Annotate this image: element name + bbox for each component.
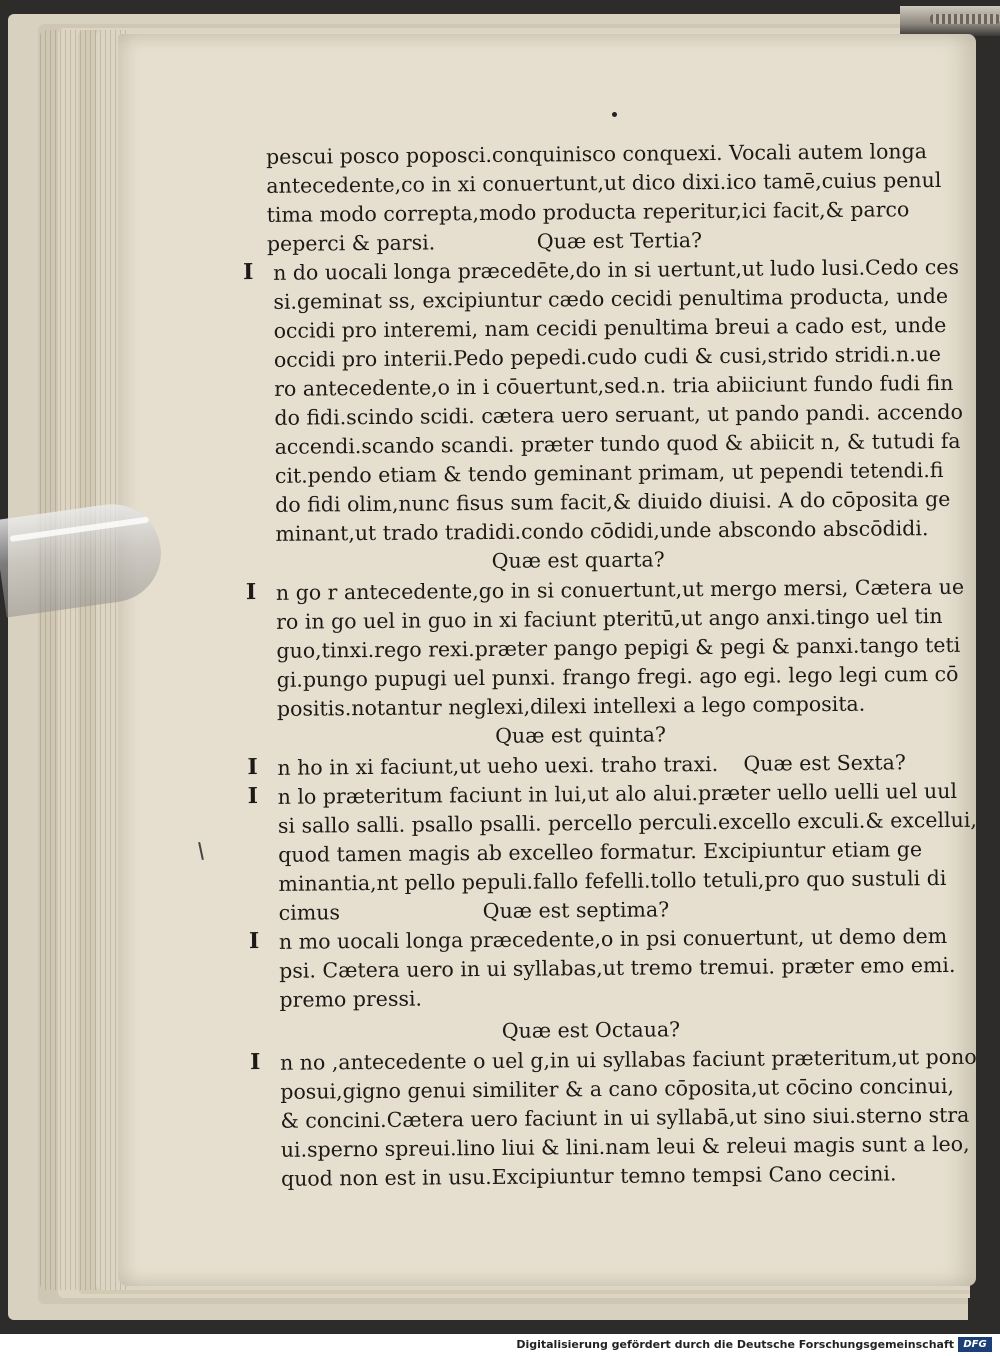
footer-bar: [0, 1334, 1000, 1356]
section-heading: Quæ est septima?: [482, 897, 670, 924]
initial-letter: I: [247, 782, 259, 810]
text-line: occidi pro interemi, nam cecidi penultima breui a cado est, unde: [273, 312, 947, 343]
initial-letter: I: [245, 579, 257, 606]
text-line: accendi.scando scandi. præter tundo quod & abiicit n, & tutudi fa: [274, 428, 961, 459]
initial-letter: I: [243, 259, 254, 286]
text-line: peperci & parsi.: [266, 230, 436, 256]
section-heading: Quæ est quinta?: [495, 722, 667, 748]
text-line: ro antecedente,o in i cōuertunt,sed.n. tria abiiciunt fundo fudi fin: [274, 370, 954, 401]
text-line: n no ,antecedente o uel g,in ui syllabas faciunt præteritum,ut pono: [279, 1044, 977, 1075]
section-heading: Quæ est Octaua?: [501, 1017, 681, 1043]
text-line: n ho in xi faciunt,ut ueho uexi. traho traxi.: [277, 751, 719, 780]
text-line: gi.pungo pupugi uel punxi. frango fregi. ago egi. lego legi cum cō: [276, 661, 959, 692]
text-line: cimus: [278, 900, 341, 925]
text-line: minantia,nt pello pepuli.fallo fefelli.tollo tetuli,pro quo sustuli di: [278, 865, 947, 896]
text-line: n go r antecedente,go in si conuertunt,ut mergo mersi, Cætera ue: [275, 574, 965, 605]
text-line: si sallo salli. psallo psalli. percello perculi.excello exculi.& excellui,: [277, 807, 977, 838]
text-line: pescui posco poposci.conquinisco conquexi. Vocali autem longa: [266, 139, 928, 169]
initial-letter: I: [248, 927, 260, 955]
section-heading: Quæ est quarta?: [491, 547, 665, 573]
text-line: antecedente,co in xi conuertunt,ut dico dixi.ico tamē,cuius penul: [266, 168, 942, 198]
text-line: ro in go uel in guo in xi faciunt pteritū,ut ango anxi.tingo uel tin: [276, 604, 943, 634]
text-line: positis.notantur neglexi,dilexi intellexi a lego composita.: [276, 691, 866, 721]
text-line: do fidi.scindo scidi. cætera uero seruant, ut pando pandi. accendo: [274, 399, 964, 430]
text-line: occidi pro interii.Pedo pepedi.cudo cudi & cusi,strido stridi.n.ue: [273, 342, 942, 372]
text-line: n do uocali longa præcedēte,do in si uertunt,ut ludo lusi.Cedo ces: [273, 254, 960, 285]
text-line: si.geminat ss, excipiuntur cædo cecidi penultima producta, unde: [273, 283, 949, 314]
text-line: psi. Cætera uero in ui syllabas,ut tremo tremui. præter emo emi.: [279, 952, 956, 983]
text-line: cit.pendo etiam & tendo geminant primam, ut pependi tetendi.fi: [274, 457, 944, 488]
text-line: tima modo correpta,modo producta reperitur,ici facit,& parco: [266, 197, 910, 227]
text-line: ui.sperno spreui.lino liui & lini.nam leui & releui magis sunt a leo,: [280, 1131, 970, 1162]
text-line: premo pressi.: [279, 986, 423, 1012]
dfg-logo: DFG: [958, 1337, 992, 1352]
text-line: minant,ut trado tradidi.condo cōdidi,unde abscondo abscōdidi.: [275, 516, 929, 546]
text-line: guo,tinxi.rego rexi.præter pango pepigi & pegi & panxi.tango teti: [276, 632, 961, 663]
initial-letter: I: [249, 1048, 261, 1076]
section-heading: Quæ est Tertia?: [536, 228, 703, 254]
text-line: n lo præteritum faciunt in lui,ut alo alui.præter uello uelli uel uul: [277, 778, 958, 809]
text-line: quod tamen magis ab excelleo formatur. Excipiuntur etiam ge: [278, 837, 923, 867]
text-line: posui,gigno genui similiter & a cano cōposita,ut cōcino concinui,: [280, 1073, 955, 1104]
text-line: quod non est in usu.Excipiuntur temno tempsi Cano cecini.: [280, 1161, 897, 1191]
text-line: n mo uocali longa præcedente,o in psi conuertunt, ut demo dem: [278, 923, 948, 954]
initial-letter: I: [247, 753, 258, 781]
section-heading: Quæ est Sexta?: [743, 750, 906, 776]
text-line: & concini.Cætera uero faciunt in ui syllabā,ut sino siui.sterno stra: [280, 1102, 970, 1133]
text-line: do fidi olim,nunc fisus sum facit,& diuido diuisi. A do cōposita ge: [275, 486, 951, 517]
funding-credit: Digitalisierung gefördert durch die Deutsche Forschungsgemeinschaft: [516, 1338, 954, 1351]
